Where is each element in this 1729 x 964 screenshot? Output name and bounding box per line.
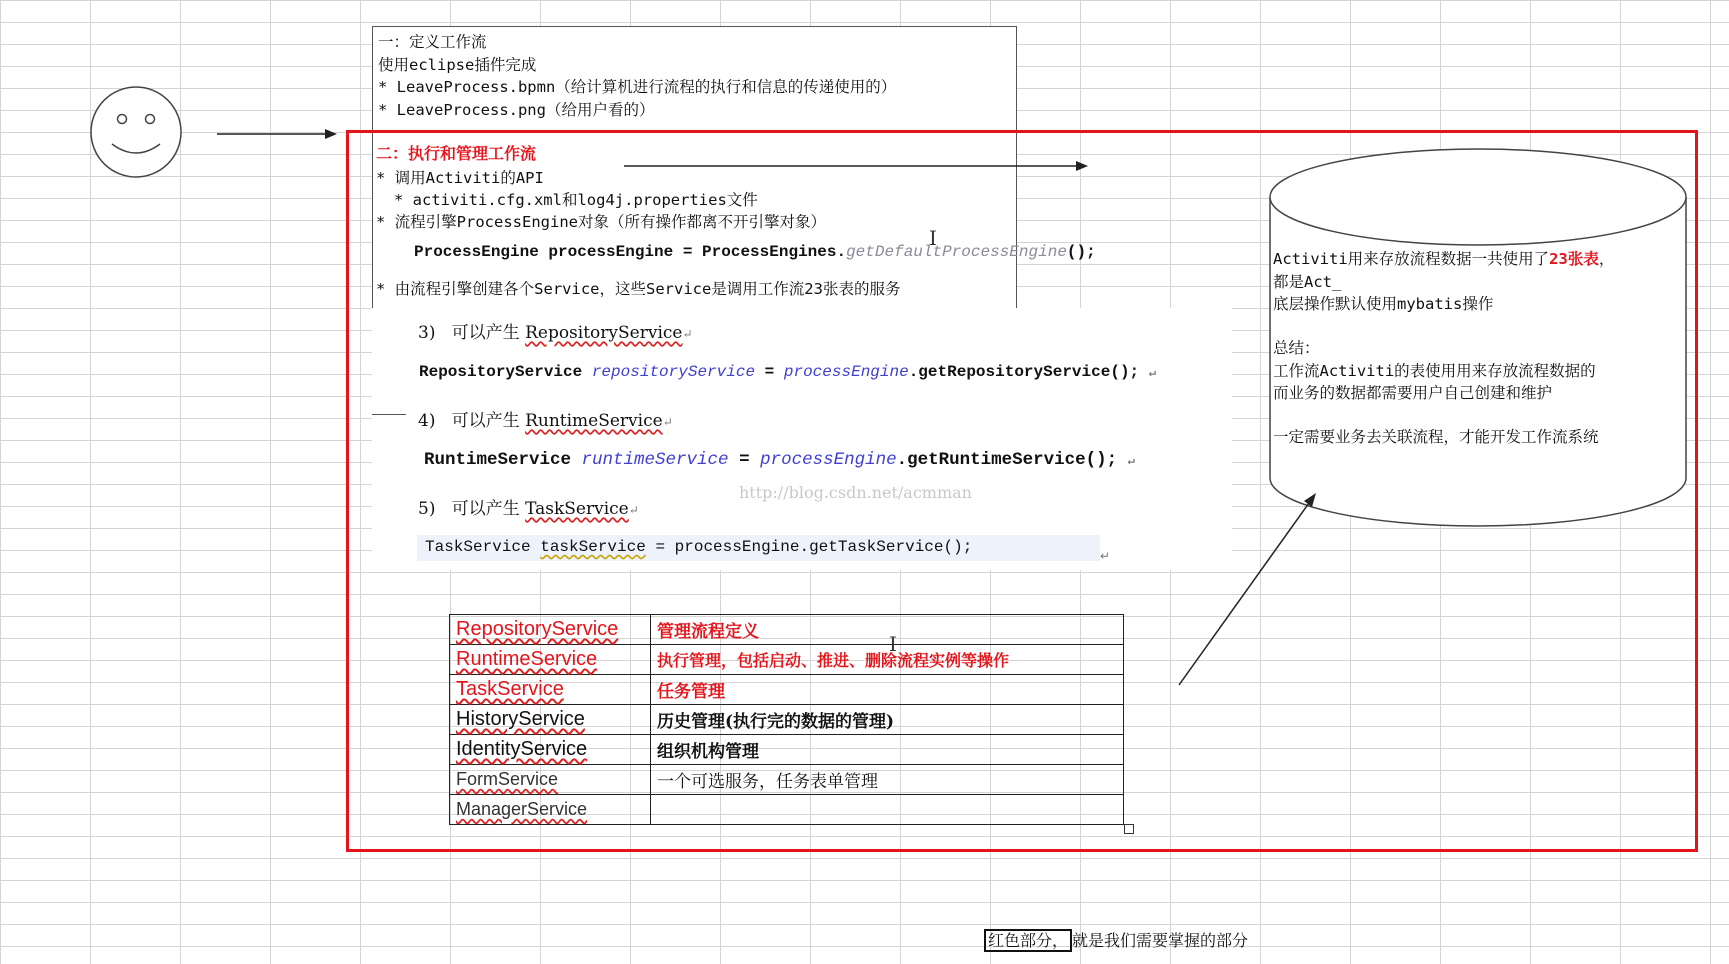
service-description: 执行管理，包括启动、推进、删除流程实例等操作	[657, 651, 1010, 670]
service-name: HistoryService	[456, 708, 585, 730]
item-task-service: 5) 可以产生 TaskService↵	[418, 499, 639, 519]
footer-highlight: 红色部分，	[984, 929, 1072, 952]
service-name: ManagerService	[456, 799, 588, 819]
footer-rest: 就是我们需要掌握的部分	[1072, 931, 1249, 950]
code-3-type: RepositoryService	[419, 363, 592, 381]
code-3-var: repositoryService	[591, 363, 756, 381]
arrow-actor-to-flow	[215, 124, 340, 144]
code-runtime-service: RuntimeService runtimeService = processEngine.getRuntimeService(); ↵	[424, 450, 1135, 470]
service-name: RepositoryService	[456, 618, 619, 640]
service-description: 历史管理(执行完的数据的管理)	[657, 712, 895, 732]
code-4-eq: =	[728, 450, 761, 470]
paragraph-mark: ↵	[1100, 549, 1111, 563]
code-3-eq: =	[755, 363, 784, 381]
code-5-var: taskService	[540, 538, 646, 556]
cylinder-summary-1: 工作流Activiti的表使用用来存放流程数据的	[1273, 362, 1596, 380]
cyl-line1-c: ，	[1598, 250, 1615, 268]
code-4-var: runtimeService	[581, 450, 729, 470]
service-description: 任务管理	[657, 682, 725, 702]
service-name: TaskService	[456, 678, 564, 700]
cylinder-summary-3: 一定需要业务去关联流程，才能开发工作流系统	[1273, 428, 1599, 446]
code-engine-part-b: getDefaultProcessEngine	[846, 243, 1067, 261]
cylinder-line-tables	[1273, 247, 1614, 269]
item-3-name: RepositoryService	[525, 323, 683, 343]
code-5-rest: = processEngine.getTaskService();	[645, 538, 973, 556]
footer-caption	[984, 928, 1248, 951]
bullet-process-engine: * 流程引擎ProcessEngine对象（所有操作都离不开引擎对象）	[376, 213, 826, 231]
bullet-create-services: * 由流程引擎创建各个Service，这些Service是调用工作流23张表的服务	[376, 280, 901, 298]
item-5-number: 5)	[418, 499, 436, 519]
item-4-name: RuntimeService	[525, 411, 663, 431]
cyl-line1-a: Activiti用来存放流程数据一共使用了	[1273, 250, 1550, 268]
service-name: FormService	[456, 769, 559, 789]
item-runtime-service: 4) 可以产生 RuntimeService↵	[418, 411, 673, 431]
bullet-config-files: * activiti.cfg.xml和log4j.properties文件	[394, 191, 758, 209]
service-description: 组织机构管理	[657, 742, 759, 762]
service-description: 一个可选服务，任务表单管理	[657, 772, 878, 792]
execute-manage-heading: 二：执行和管理工作流	[376, 144, 537, 163]
database-cylinder-icon	[1266, 145, 1690, 530]
cylinder-summary-2: 而业务的数据都需要用户自己创建和维护	[1273, 384, 1553, 402]
define-workflow-heading: 一：定义工作流	[378, 33, 487, 51]
code-3-call: .getRepositoryService();	[908, 363, 1140, 381]
code-4-call: .getRuntimeService();	[896, 450, 1118, 470]
item-4-number: 4)	[418, 411, 436, 431]
watermark: http://blog.csdn.net/acmman	[739, 483, 972, 502]
service-description: 管理流程定义	[657, 622, 759, 642]
smiley-face-icon	[88, 84, 184, 180]
define-workflow-line-bpmn: * LeaveProcess.bpmn（给计算机进行流程的执行和信息的传递使用的）	[378, 78, 897, 96]
code-engine-part-c: ();	[1066, 243, 1096, 261]
item-3-number: 3)	[418, 323, 436, 343]
code-engine-part-a: ProcessEngine processEngine = ProcessEngines.	[414, 243, 847, 261]
bullet-call-api: * 调用Activiti的API	[376, 169, 544, 187]
cyl-line1-b: 23张表	[1549, 250, 1599, 268]
cylinder-line-mybatis: 底层操作默认使用mybatis操作	[1273, 295, 1494, 313]
item-repository-service: 3) 可以产生 RepositoryService↵	[418, 323, 693, 343]
service-name: RuntimeService	[456, 648, 598, 670]
item-5-label: 可以产生	[451, 499, 520, 519]
define-workflow-line-png: * LeaveProcess.png（给用户看的）	[378, 101, 655, 119]
code-3-obj: processEngine	[783, 363, 909, 381]
item-4-label: 可以产生	[451, 411, 520, 431]
item-3-label: 可以产生	[451, 323, 520, 343]
service-name: IdentityService	[456, 738, 588, 760]
cylinder-summary-title: 总结：	[1273, 339, 1320, 357]
code-repository-service: RepositoryService repositoryService = processEngine.getRepositoryService(); ↵	[419, 363, 1156, 381]
text-cursor-icon: I	[929, 226, 937, 250]
code-4-obj: processEngine	[760, 450, 897, 470]
cylinder-line-act: 都是Act_	[1273, 273, 1342, 291]
code-5-type: TaskService	[425, 538, 541, 556]
code-4-type: RuntimeService	[424, 450, 582, 470]
define-workflow-line-eclipse: 使用eclipse插件完成	[378, 56, 537, 74]
item-5-name: TaskService	[525, 499, 629, 519]
arrow-to-database	[1170, 490, 1330, 690]
text-cursor-icon-2: I	[889, 632, 897, 656]
